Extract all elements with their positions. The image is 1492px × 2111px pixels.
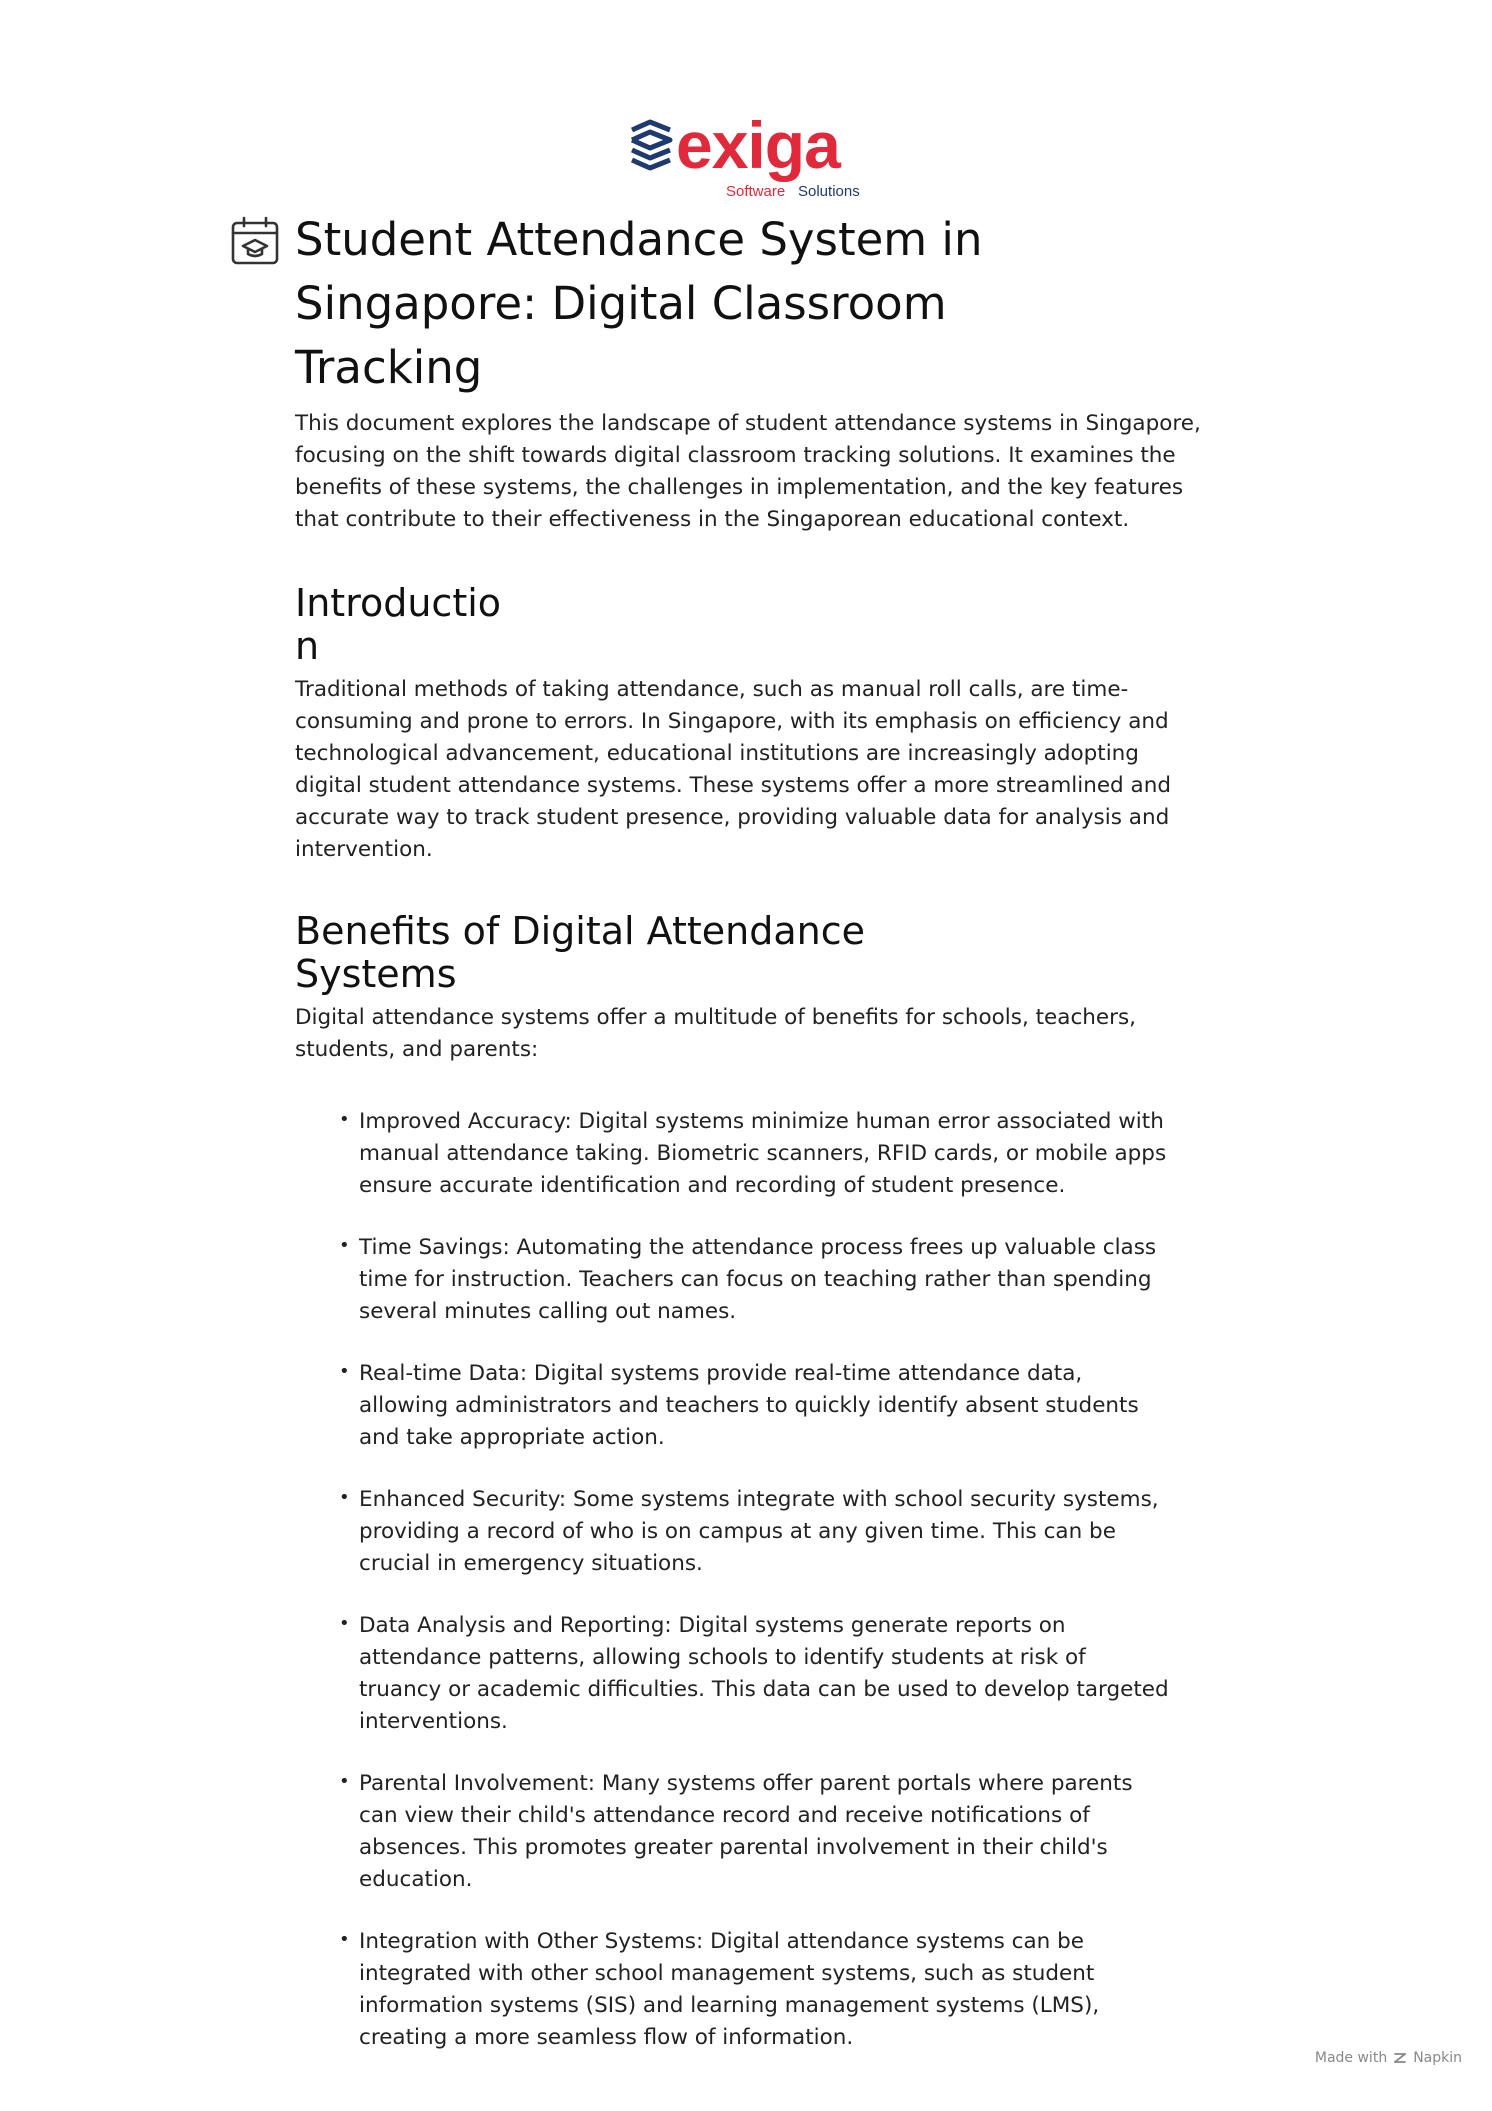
bullet-icon: •: [339, 1487, 350, 1508]
bullet-icon: •: [339, 1771, 350, 1792]
logo-tagline-solutions: Solutions: [798, 183, 860, 200]
bullet-icon: •: [339, 1361, 350, 1382]
list-item-text: Enhanced Security: Some systems integrate with school security systems, providing a record of who is on campus at any given time. This can be crucial in emergency situations.: [359, 1487, 1159, 1576]
bullet-icon: •: [339, 1929, 350, 1950]
list-item-text: Data Analysis and Reporting: Digital systems generate reports on attendance patterns, allowing schools to identify students at risk of truancy or academic difficulties. This data can be used to develop targeted interventions.: [359, 1613, 1169, 1734]
document-body: [295, 208, 1215, 2084]
list-item: [339, 1106, 1171, 1202]
list-item: [339, 1232, 1171, 1328]
made-with-label: Made with: [1314, 2050, 1388, 2066]
benefits-list: [295, 1106, 1215, 2054]
list-item-text: Parental Involvement: Many systems offer parent portals where parents can view their child's attendance record and receive notifications of absences. This promotes greater parental involvement in their child's education.: [359, 1771, 1133, 1892]
document-summary: This document explores the landscape of student attendance systems in Singapore, focusing on the shift towards digital classroom tracking solutions. It examines the benefits of these systems, the challenges in implementation, and the key features that contribute to their effectiveness in the Singaporean educational context.: [295, 411, 1201, 532]
list-item-text: Time Savings: Automating the attendance process frees up valuable class time for instruction. Teachers can focus on teaching rather than spending several minutes calling out names.: [359, 1235, 1157, 1324]
list-item: [339, 1926, 1171, 2054]
benefits-heading: Benefits of Digital Attendance Systems: [295, 909, 865, 996]
introduction-heading: Introduction: [295, 581, 502, 668]
bullet-icon: •: [339, 1109, 350, 1130]
stacked-layers-icon: [632, 122, 670, 168]
logo-brand-text: exiga: [676, 108, 840, 182]
made-with-napkin-badge[interactable]: [1315, 2050, 1462, 2066]
introduction-text: Traditional methods of taking attendance, such as manual roll calls, are time-consuming and prone to errors. In Singapore, with its emphasis on efficiency and technological advancement, educational institutions are increasingly adopting digital student attendance systems. These systems offer a more streamlined and accurate way to track student presence, providing valuable data for analysis and intervention.: [295, 677, 1171, 862]
bullet-icon: •: [339, 1613, 350, 1634]
benefits-lead: Digital attendance systems offer a multitude of benefits for schools, teachers, students, and parents:: [295, 1005, 1137, 1062]
list-item: [339, 1610, 1171, 1738]
list-item-text: Real-time Data: Digital systems provide real-time attendance data, allowing administrators and teachers to quickly identify absent students and take appropriate action.: [359, 1361, 1139, 1450]
list-item-text: Improved Accuracy: Digital systems minimize human error associated with manual attendance taking. Biometric scanners, RFID cards, or mobile apps ensure accurate identification and recording of student presence.: [359, 1109, 1167, 1198]
napkin-logo-icon: [1393, 2051, 1407, 2065]
bullet-icon: •: [339, 1235, 350, 1256]
list-item-text: Integration with Other Systems: Digital attendance systems can be integrated with other school management systems, such as student information systems (SIS) and learning management systems (LMS), creating a more seamless flow of information.: [359, 1929, 1100, 2050]
napkin-brand-label: Napkin: [1413, 2050, 1462, 2066]
exiga-logo: [628, 100, 890, 202]
logo-tagline-software: Software: [726, 183, 786, 200]
list-item: [339, 1484, 1171, 1580]
calendar-graduation-cap-icon: [230, 216, 280, 266]
logo-graphic: [628, 100, 890, 202]
document-title: Student Attendance System in Singapore: Digital Classroom Tracking: [295, 213, 983, 394]
list-item: [339, 1768, 1171, 1896]
list-item: [339, 1358, 1171, 1454]
